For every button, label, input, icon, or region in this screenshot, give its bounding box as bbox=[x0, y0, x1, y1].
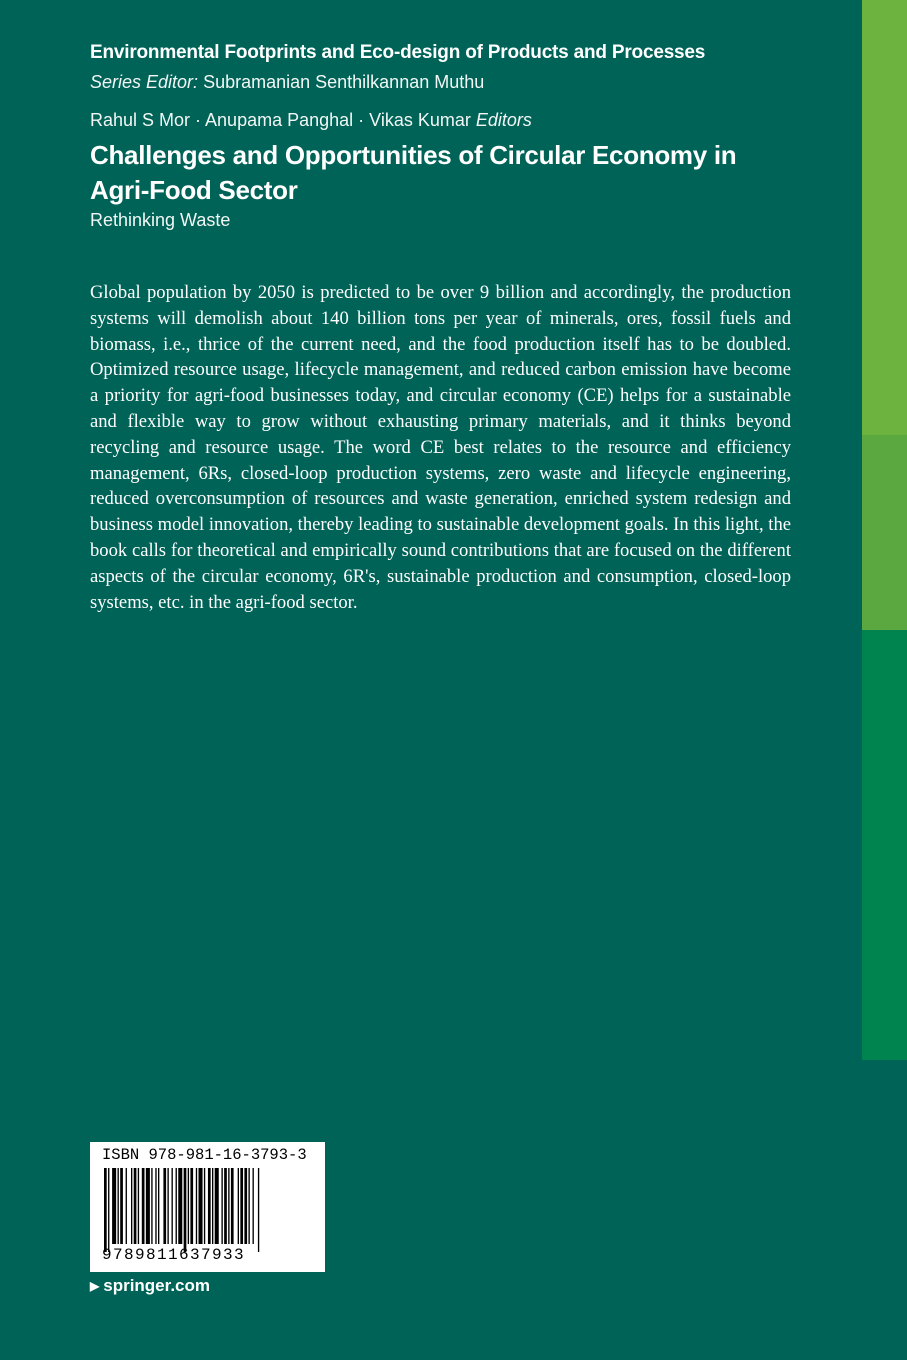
barcode-digits: 9789811637933 bbox=[102, 1246, 246, 1264]
barcode-bar bbox=[190, 1168, 193, 1244]
barcode-bar bbox=[151, 1168, 152, 1244]
spine-segment-light-green bbox=[862, 0, 907, 435]
book-editors: Rahul S Mor · Anupama Panghal · Vikas Kumar bbox=[90, 110, 471, 130]
barcode-bar bbox=[221, 1168, 222, 1244]
barcode-bar bbox=[258, 1168, 259, 1252]
barcode-bar bbox=[146, 1168, 150, 1244]
spine-segment-teal bbox=[862, 1060, 907, 1360]
spine-color-strip bbox=[862, 0, 907, 1360]
barcode-bar bbox=[199, 1168, 203, 1244]
barcode-bar bbox=[231, 1168, 234, 1244]
book-editors-role: Editors bbox=[475, 110, 532, 130]
barcode-bar bbox=[238, 1168, 239, 1244]
series-editor-line bbox=[90, 72, 484, 93]
triangle-right-icon: ▶ bbox=[90, 1279, 100, 1293]
series-editor-name: Subramanian Senthilkannan Muthu bbox=[203, 72, 485, 92]
barcode-bar bbox=[178, 1168, 182, 1244]
spine-segment-mid-green bbox=[862, 435, 907, 630]
barcode-bar bbox=[104, 1168, 107, 1252]
barcode-bar bbox=[240, 1168, 243, 1244]
barcode-bar bbox=[158, 1168, 159, 1244]
barcode-bar bbox=[134, 1168, 137, 1244]
barcode-bar bbox=[248, 1168, 249, 1244]
book-title: Challenges and Opportunities of Circular Economy in Agri-Food Sector bbox=[90, 140, 737, 205]
series-title: Environmental Footprints and Eco-design of Products and Processes bbox=[90, 42, 706, 63]
barcode-bar bbox=[118, 1168, 119, 1244]
barcode-bar bbox=[204, 1168, 205, 1244]
series-editor-role: Series Editor: bbox=[90, 72, 199, 92]
barcode-bar bbox=[142, 1168, 145, 1244]
barcode-bar bbox=[131, 1168, 132, 1244]
barcode-bar bbox=[126, 1168, 127, 1244]
barcode-image bbox=[100, 1168, 315, 1252]
barcode-bar bbox=[188, 1168, 189, 1244]
barcode-bar bbox=[172, 1168, 173, 1244]
barcode-bar bbox=[120, 1168, 123, 1244]
barcode-bar bbox=[208, 1168, 211, 1244]
publisher-link[interactable] bbox=[90, 1276, 210, 1296]
barcode-bar bbox=[138, 1168, 139, 1244]
barcode-bar bbox=[196, 1168, 197, 1244]
barcode-bar bbox=[112, 1168, 116, 1244]
isbn-label: ISBN 978-981-16-3793-3 bbox=[102, 1146, 307, 1164]
barcode-bar bbox=[212, 1168, 213, 1244]
barcode-bar bbox=[108, 1168, 109, 1252]
barcode-bar bbox=[215, 1168, 219, 1244]
barcode-bar bbox=[228, 1168, 229, 1244]
barcode-bar bbox=[167, 1168, 168, 1244]
book-blurb: Global population by 2050 is predicted to be over 9 billion and accordingly, the production systems will demolish about 140 billion tons per year of minerals, ores, fossil fuels and biomass, i.e., thrice of the current need, and the food production itself has to be doubled. Optimized resource usage, lifecycle management, and reduced carbon emission have become a priority for agri-food businesses today, and circular economy (CE) helps for a sustainable and flexible way to grow without exhausting primary materials, and it thinks beyond recycling and resource usage. The word CE best relates to the resource and efficiency management, 6Rs, closed-loop production systems, zero waste and lifecycle engineering, reduced overconsumption of resources and waste generation, enriched system redesign and business model innovation, thereby leading to sustainable development goals. In this light, the book calls for theoretical and empirically sound contributions that are focused on the different aspects of the circular economy, 6R's, sustainable production and consumption, closed-loop systems, etc. in the agri-food sector. bbox=[90, 282, 791, 613]
barcode-bar bbox=[184, 1168, 187, 1252]
barcode-bar bbox=[244, 1168, 247, 1244]
barcode-bar bbox=[224, 1168, 227, 1244]
barcode-bar bbox=[176, 1168, 177, 1244]
isbn-barcode-block bbox=[90, 1142, 325, 1272]
barcode-bar bbox=[253, 1168, 254, 1244]
barcode-bar bbox=[163, 1168, 166, 1244]
barcode-bar bbox=[155, 1168, 156, 1244]
spine-segment-dark-green bbox=[862, 630, 907, 1060]
publisher-url: springer.com bbox=[103, 1276, 210, 1295]
book-subtitle: Rethinking Waste bbox=[90, 210, 231, 230]
book-editors-line bbox=[90, 110, 532, 131]
